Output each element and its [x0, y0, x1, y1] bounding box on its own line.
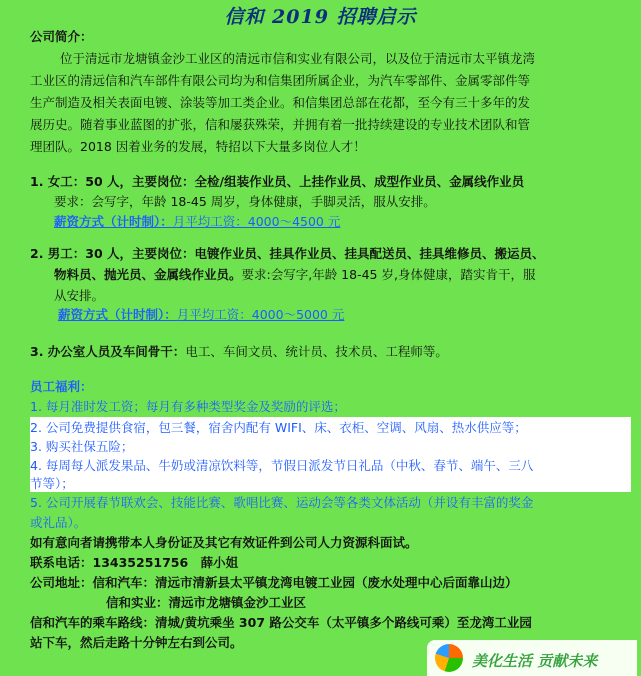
welfare-item-5-cont: 或礼品）。	[30, 515, 87, 530]
welfare-item-5: 5. 公司开展春节联欢会、技能比赛、歌唱比赛、运动会等各类文体活动（并设有丰富的奖金	[30, 495, 534, 510]
contact-person: 薛小姐	[200, 555, 239, 570]
male-job-title-line-2	[54, 264, 535, 285]
welfare-item-1: 1. 每月准时发工资；每月有多种类型奖金及奖励的评选；	[30, 399, 346, 414]
address-label: 公司地址：	[30, 575, 93, 590]
welfare-item-4-cont: 节等）；	[30, 476, 74, 491]
male-job-requirements: 要求:会写字,年龄 18-45 岁,身体健康，踏实肯干，服	[241, 267, 536, 282]
welfare-heading: 员工福利：	[30, 379, 93, 394]
welfare-item-3: 3. 购买社保五险；	[30, 439, 134, 454]
route-line-1: 信和汽车的乘车路线：清城/黄坑乘坐 307 路公交车（太平镇多个路线可乘）至龙湾工业园	[30, 615, 532, 630]
intro-line-5: 理团队。2018 因着业务的发展，特招以下大量多岗位人才！	[30, 139, 366, 154]
address-1: 信和汽车：清远市清新县太平镇龙湾电镀工业园（废水处理中心后面靠山边）	[92, 575, 518, 590]
logo-mark-icon	[435, 644, 463, 672]
intro-line-4: 展历史。随着事业蓝图的扩张，信和屡获殊荣，并拥有着一批持续建设的专业技术团队和管	[30, 117, 531, 132]
route-line-2: 站下车，然后走路十分钟左右到公司。	[30, 635, 243, 650]
logo-slogan: 美化生活 贡献未来	[472, 652, 598, 670]
male-salary-value: 月平均工资：4000～5000 元	[176, 307, 345, 322]
office-job-roles: 电工、车间文员、统计员、技术员、工程师等。	[185, 344, 448, 359]
male-job-title-part-2: 物料员、抛光员、金属线作业员。	[54, 267, 242, 282]
address-2: 信和实业：清远市龙塘镇金沙工业区	[106, 595, 307, 610]
apply-notice: 如有意向者请携带本人身份证及其它有效证件到公司人力资源科面试。	[30, 535, 418, 550]
intro-heading: 公司简介：	[30, 29, 93, 44]
welfare-item-2: 2. 公司免费提供食宿，包三餐，宿舍内配有 WIFI、床、衣柜、空调、风扇、热水供应等；	[30, 420, 527, 435]
male-salary-label: 薪资方式（计时制）：	[58, 307, 177, 322]
office-job-title: 3. 办公室人员及车间骨干：	[30, 344, 186, 359]
male-job-requirements-2: 从安排。	[54, 288, 105, 303]
female-salary-label: 薪资方式（计时制）：	[54, 214, 173, 229]
phone-number: 13435251756	[92, 555, 189, 570]
male-job-title-line-1: 2. 男工：30 人，主要岗位：电镀作业员、挂具作业员、挂具配送员、挂具维修员、搬运员、	[30, 246, 545, 261]
female-salary	[54, 211, 340, 232]
intro-line-1: 位于清远市龙塘镇金沙工业区的清远市信和实业有限公司，以及位于清远市太平镇龙湾	[60, 51, 536, 66]
phone-label: 联系电话：	[30, 555, 93, 570]
female-job-title: 1. 女工：50 人，主要岗位：全检/组装作业员、上挂作业员、成型作业员、金属线作业员	[30, 174, 525, 189]
phone-line	[30, 552, 238, 573]
welfare-item-4: 4. 每周每人派发果品、牛奶或清凉饮料等，节假日派发节日礼品（中秋、春节、端午、三八	[30, 458, 534, 473]
male-salary	[58, 304, 344, 325]
company-logo	[427, 640, 637, 676]
page-title: 信和 2019 招聘启示	[224, 6, 417, 28]
office-job	[30, 341, 448, 362]
address-line-1	[30, 572, 518, 593]
intro-line-2: 工业区的清远信和汽车部件有限公司均为和信集团所属企业，为汽车零部件、金属零部件等	[30, 73, 531, 88]
intro-line-3: 生产制造及相关表面电镀、涂装等加工类企业。和信集团总部在花都，至今有三十多年的发	[30, 95, 531, 110]
female-salary-value: 月平均工资：4000～4500 元	[172, 214, 341, 229]
female-job-requirements: 要求：会写字，年龄 18-45 周岁，身体健康，手脚灵活，服从安排。	[54, 194, 436, 209]
